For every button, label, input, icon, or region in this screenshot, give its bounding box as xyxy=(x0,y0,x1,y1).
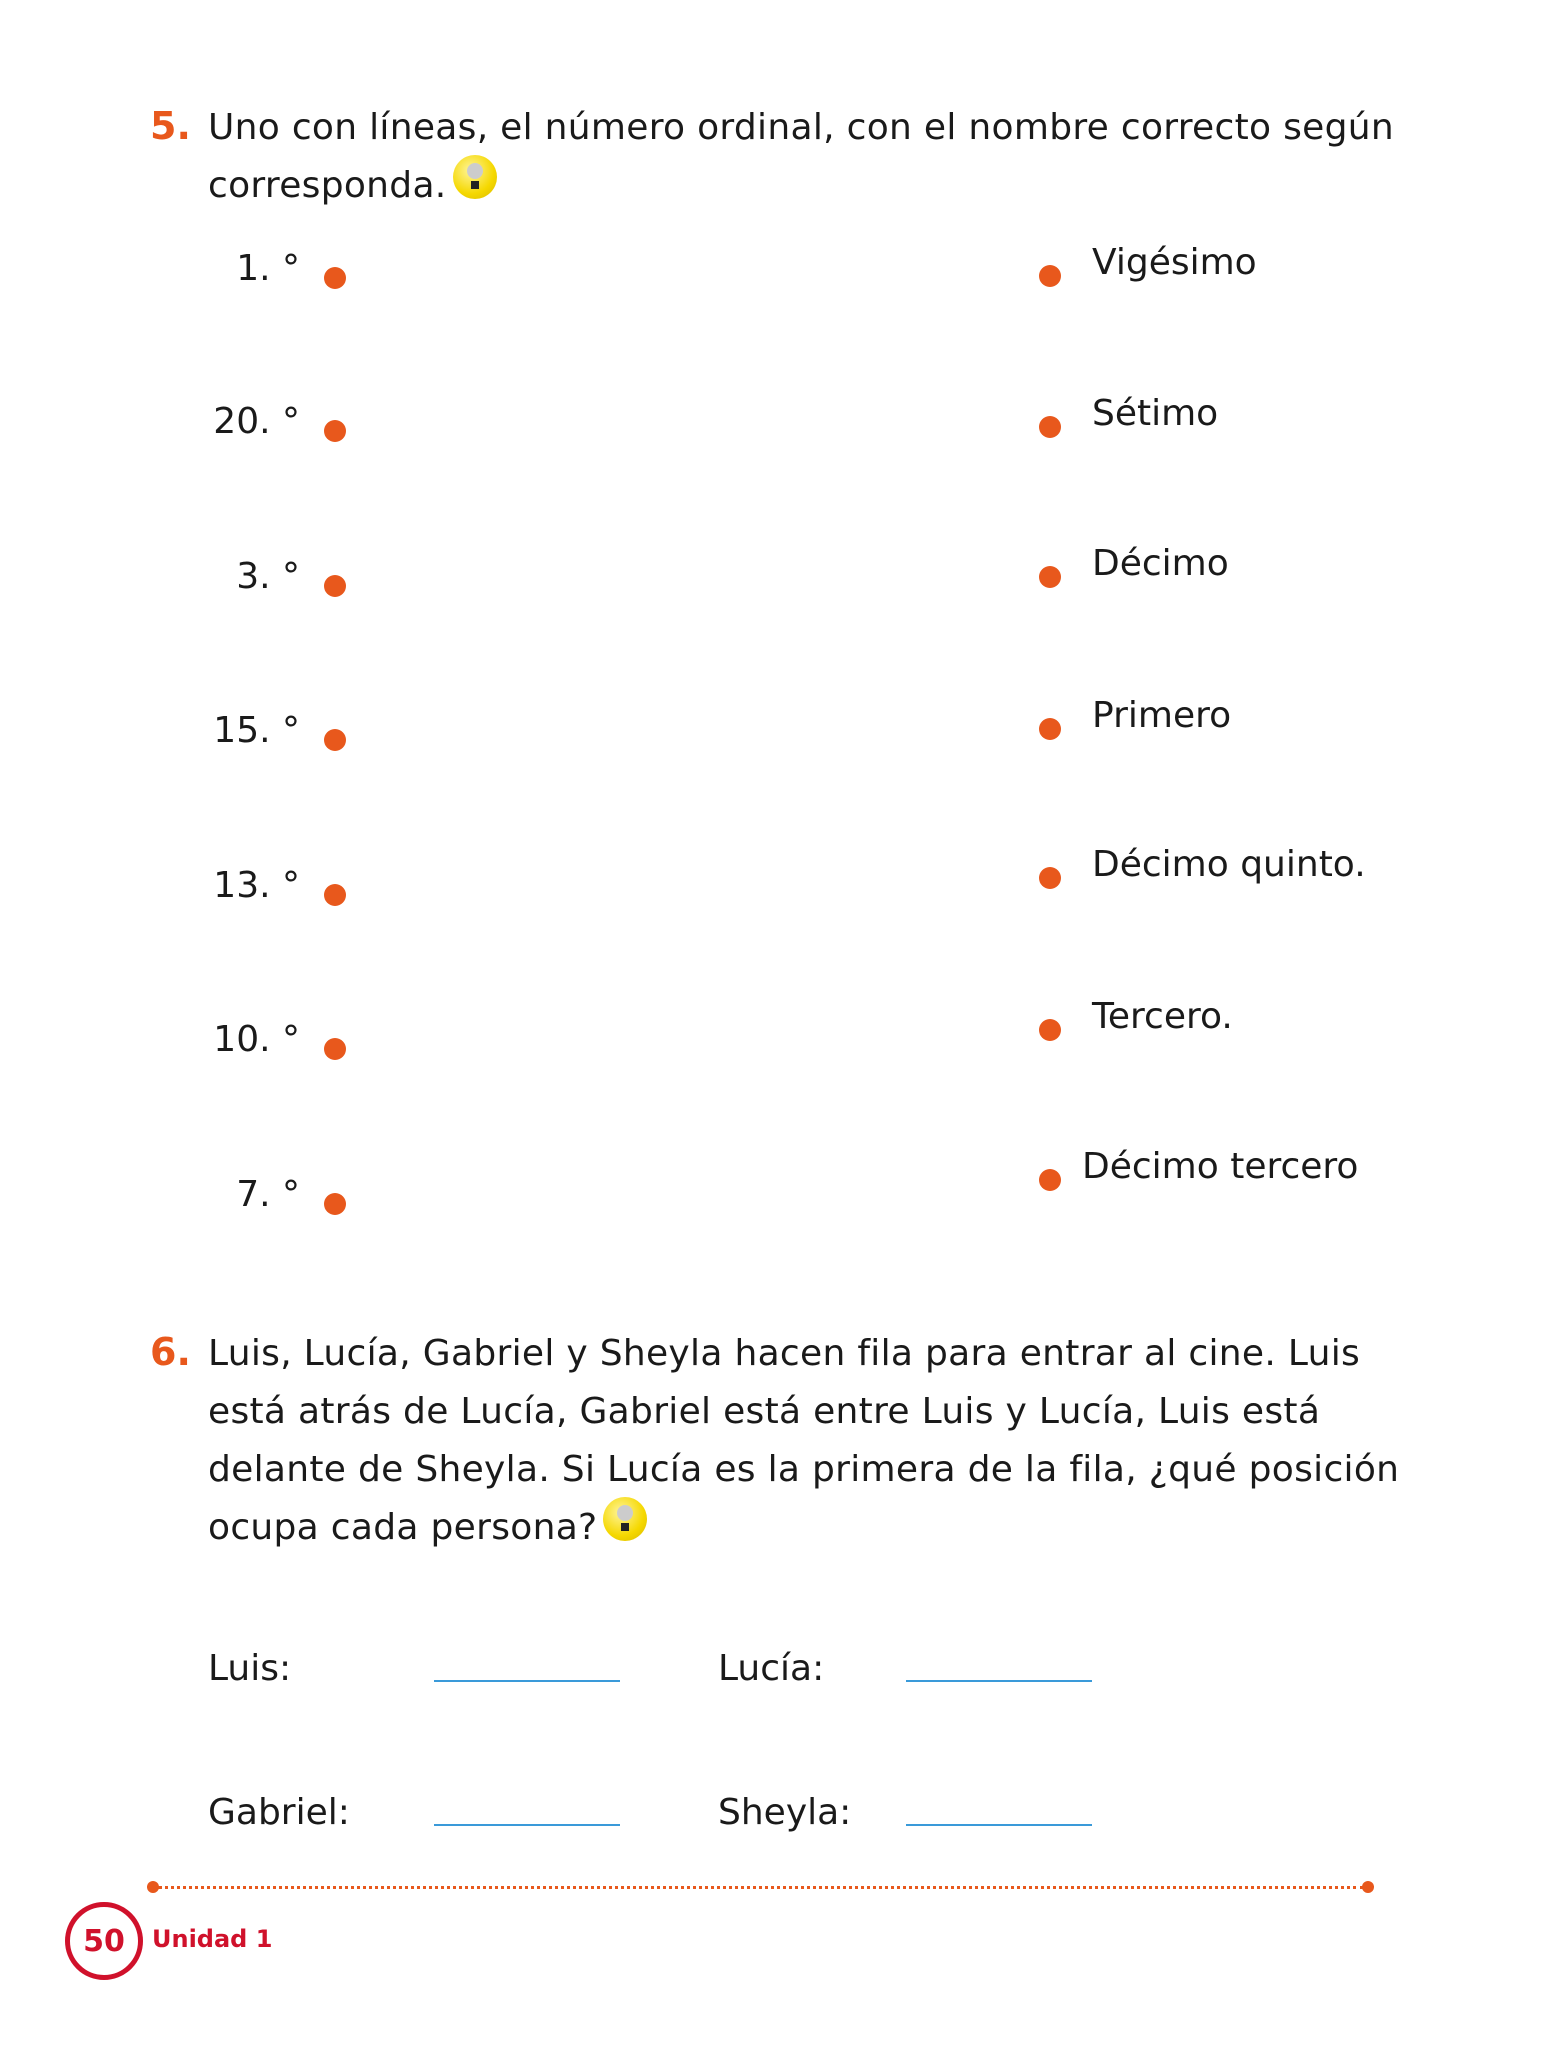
right-match-dot[interactable] xyxy=(1039,416,1061,438)
answer-blank-luis[interactable] xyxy=(434,1680,620,1682)
right-match-dot[interactable] xyxy=(1039,1169,1061,1191)
question-5-line: Uno con líneas, el número ordinal, con el nombre correcto según xyxy=(208,107,1394,148)
answer-blank-lucia[interactable] xyxy=(906,1680,1092,1682)
unit-label: Unidad 1 xyxy=(152,1925,273,1953)
left-match-dot[interactable] xyxy=(324,884,346,906)
ordinal-number: 1. ° xyxy=(236,248,300,289)
left-match-dot[interactable] xyxy=(324,420,346,442)
left-match-dot[interactable] xyxy=(324,729,346,751)
right-match-dot[interactable] xyxy=(1039,1019,1061,1041)
question-6-line: Luis, Lucía, Gabriel y Sheyla hacen fila para entrar al cine. Luis xyxy=(208,1333,1361,1374)
left-match-dot[interactable] xyxy=(324,1193,346,1215)
ordinal-number: 3. ° xyxy=(236,556,300,597)
question-5-line: corresponda. xyxy=(208,165,447,206)
left-match-dot[interactable] xyxy=(324,575,346,597)
divider-endpoint xyxy=(1362,1881,1374,1893)
left-match-dot[interactable] xyxy=(324,267,346,289)
answer-label-sheyla: Sheyla: xyxy=(718,1792,852,1833)
question-6-line: está atrás de Lucía, Gabriel está entre Luis y Lucía, Luis está xyxy=(208,1391,1321,1432)
question-6-line: delante de Sheyla. Si Lucía es la primera de la fila, ¿qué posición xyxy=(208,1449,1400,1490)
question-6-line: ocupa cada persona? xyxy=(208,1507,598,1548)
right-match-dot[interactable] xyxy=(1039,867,1061,889)
ordinal-name: Tercero. xyxy=(1092,996,1233,1037)
ordinal-name: Vigésimo xyxy=(1092,242,1257,283)
lightbulb-icon xyxy=(453,155,497,199)
ordinal-name: Décimo tercero xyxy=(1082,1146,1359,1187)
question-6-text xyxy=(208,1325,1399,1557)
right-match-dot[interactable] xyxy=(1039,718,1061,740)
ordinal-name: Décimo xyxy=(1092,543,1229,584)
answer-label-luis: Luis: xyxy=(208,1648,292,1689)
ordinal-number: 10. ° xyxy=(213,1019,300,1060)
answer-label-lucia: Lucía: xyxy=(718,1648,825,1689)
ordinal-number: 15. ° xyxy=(213,710,300,751)
ordinal-name: Sétimo xyxy=(1092,393,1219,434)
lightbulb-icon xyxy=(603,1497,647,1541)
page-number: 50 xyxy=(83,1923,125,1959)
question-6-number: 6. xyxy=(150,1330,191,1374)
right-match-dot[interactable] xyxy=(1039,566,1061,588)
right-match-dot[interactable] xyxy=(1039,265,1061,287)
page-number-badge xyxy=(65,1902,143,1980)
left-match-dot[interactable] xyxy=(324,1038,346,1060)
question-5-text xyxy=(208,99,1394,215)
answer-blank-gabriel[interactable] xyxy=(434,1824,620,1826)
answer-blank-sheyla[interactable] xyxy=(906,1824,1092,1826)
ordinal-name: Décimo quinto. xyxy=(1092,844,1366,885)
question-5-number: 5. xyxy=(150,104,191,148)
answer-label-gabriel: Gabriel: xyxy=(208,1792,350,1833)
ordinal-number: 7. ° xyxy=(236,1174,300,1215)
footer-divider xyxy=(158,1886,1364,1889)
ordinal-number: 13. ° xyxy=(213,865,300,906)
ordinal-name: Primero xyxy=(1092,695,1232,736)
ordinal-number: 20. ° xyxy=(213,401,300,442)
